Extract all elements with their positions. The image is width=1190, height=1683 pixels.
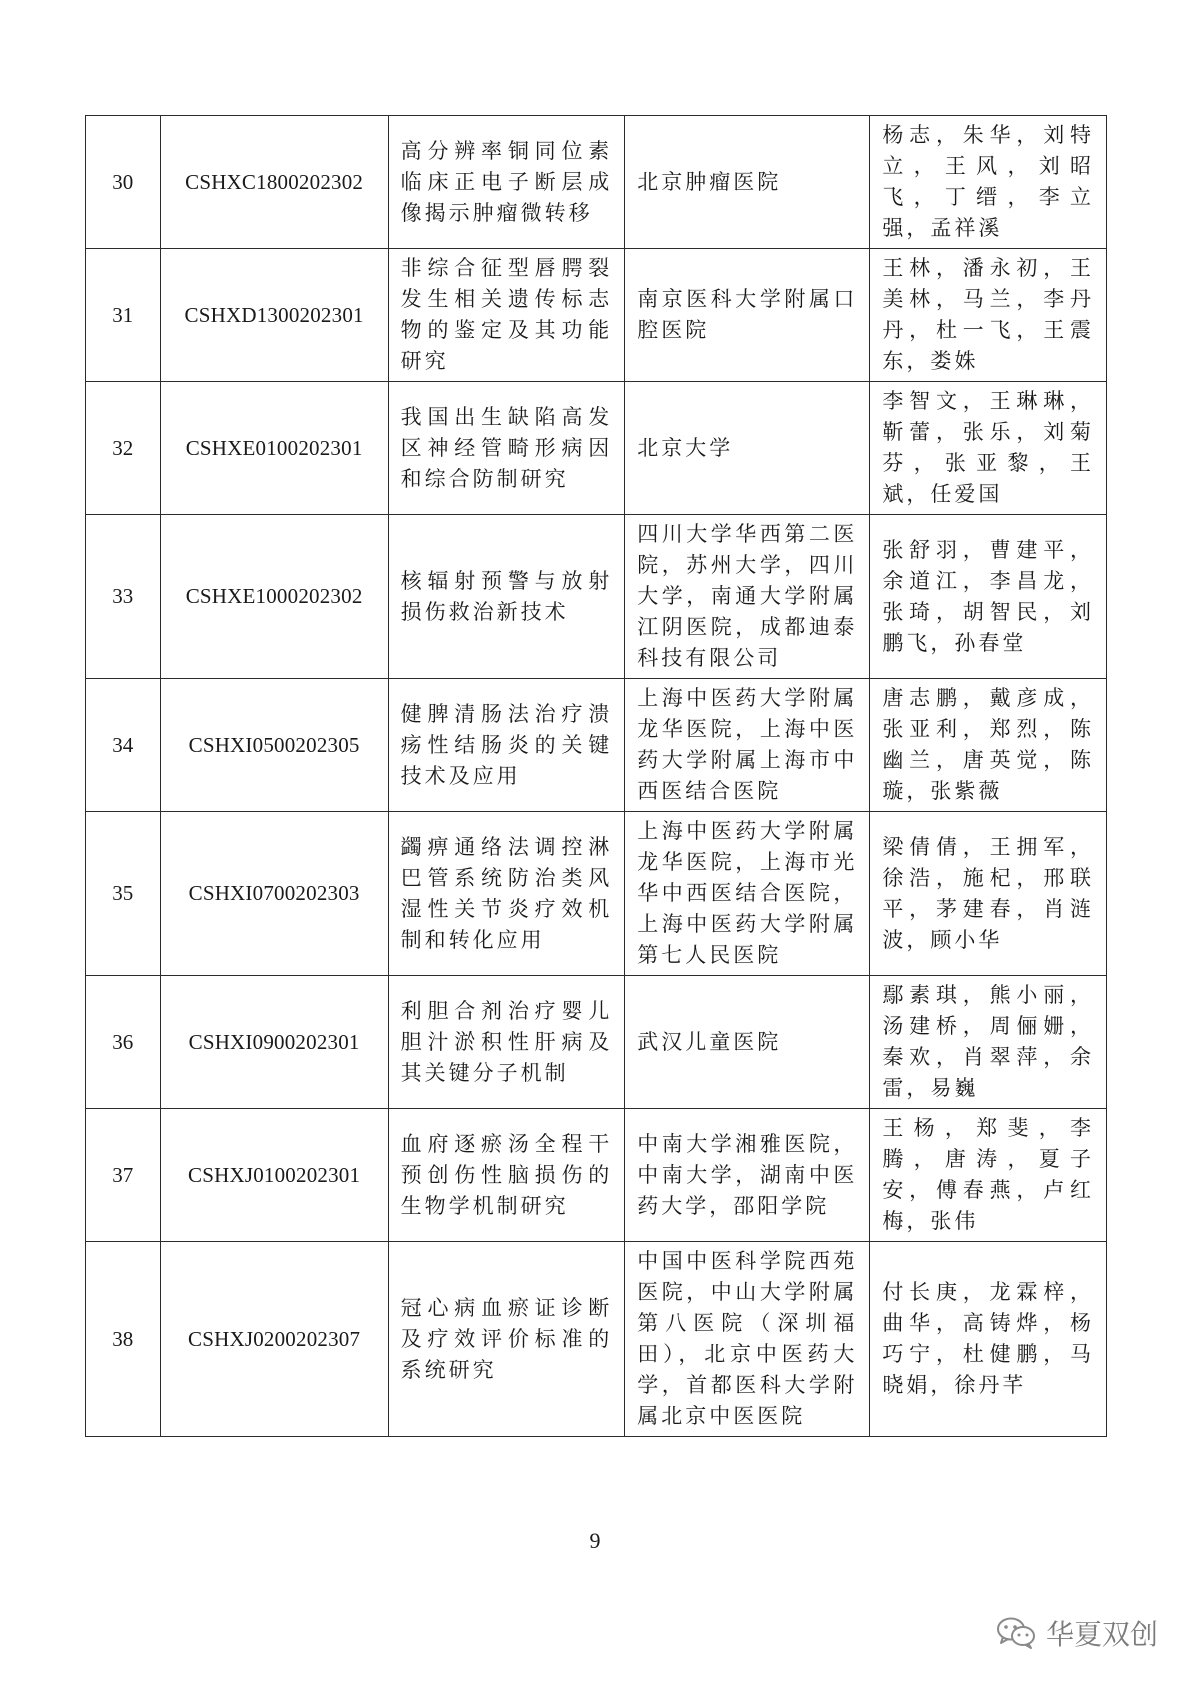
- cell-code: CSHXI0500202305: [160, 679, 388, 812]
- cell-people: 付长庚，龙霖梓，曲华，高铸烨，杨巧宁，杜健鹏，马晓娟，徐丹芊: [870, 1242, 1107, 1437]
- table-row: [86, 116, 1107, 249]
- page-number: 9: [589, 1528, 601, 1553]
- cell-no: 31: [86, 249, 161, 382]
- cell-no: 37: [86, 1109, 161, 1242]
- cell-no: 38: [86, 1242, 161, 1437]
- cell-no: 35: [86, 812, 161, 976]
- cell-people: 唐志鹏，戴彦成，张亚利，郑烈，陈幽兰，唐英觉，陈璇，张紫薇: [870, 679, 1107, 812]
- cell-title: 高分辨率铜同位素临床正电子断层成像揭示肿瘤微转移: [388, 116, 625, 249]
- cell-code: CSHXC1800202302: [160, 116, 388, 249]
- cell-unit: 中国中医科学院西苑医院，中山大学附属第八医院（深圳福田），北京中医药大学，首都医科大学附属北京中医医院: [625, 1242, 870, 1437]
- table-row: [86, 1109, 1107, 1242]
- table-row: [86, 812, 1107, 976]
- table-row: [86, 1242, 1107, 1437]
- cell-no: 32: [86, 382, 161, 515]
- cell-title: 非综合征型唇腭裂发生相关遗传标志物的鉴定及其功能研究: [388, 249, 625, 382]
- cell-no: 36: [86, 976, 161, 1109]
- cell-unit: 北京大学: [625, 382, 870, 515]
- award-table: [85, 115, 1107, 1437]
- cell-people: 梁倩倩，王拥军，徐浩，施杞，邢联平，茅建春，肖涟波，顾小华: [870, 812, 1107, 976]
- cell-title: 利胆合剂治疗婴儿胆汁淤积性肝病及其关键分子机制: [388, 976, 625, 1109]
- table-row: [86, 382, 1107, 515]
- cell-people: 杨志，朱华，刘特立，王风，刘昭飞，丁缙，李立强，孟祥溪: [870, 116, 1107, 249]
- cell-unit: 中南大学湘雅医院，中南大学，湖南中医药大学，邵阳学院: [625, 1109, 870, 1242]
- cell-unit: 上海中医药大学附属龙华医院，上海市光华中西医结合医院，上海中医药大学附属第七人民医院: [625, 812, 870, 976]
- cell-people: 鄢素琪，熊小丽，汤建桥，周俪姗，秦欢，肖翠萍，余雷，易巍: [870, 976, 1107, 1109]
- table-row: [86, 515, 1107, 679]
- cell-code: CSHXE0100202301: [160, 382, 388, 515]
- cell-no: 30: [86, 116, 161, 249]
- cell-title: 蠲痹通络法调控淋巴管系统防治类风湿性关节炎疗效机制和转化应用: [388, 812, 625, 976]
- cell-people: 王杨，郑斐，李腾，唐涛，夏子安，傅春燕，卢红梅，张伟: [870, 1109, 1107, 1242]
- cell-code: CSHXJ0100202301: [160, 1109, 388, 1242]
- table-row: [86, 679, 1107, 812]
- cell-people: 张舒羽，曹建平，余道江，李昌龙，张琦，胡智民，刘鹏飞，孙春堂: [870, 515, 1107, 679]
- watermark: [996, 1613, 1158, 1653]
- cell-no: 33: [86, 515, 161, 679]
- cell-code: CSHXI0700202303: [160, 812, 388, 976]
- watermark-label: 华夏双创: [1045, 1618, 1158, 1651]
- cell-people: 王林，潘永初，王美林，马兰，李丹丹，杜一飞，王震东，娄姝: [870, 249, 1107, 382]
- cell-code: CSHXJ0200202307: [160, 1242, 388, 1437]
- cell-title: 冠心病血瘀证诊断及疗效评价标准的系统研究: [388, 1242, 625, 1437]
- cell-code: CSHXD1300202301: [160, 249, 388, 382]
- table-row: [86, 249, 1107, 382]
- cell-unit: 武汉儿童医院: [625, 976, 870, 1109]
- cell-people: 李智文，王琳琳，靳蕾，张乐，刘菊芬，张亚黎，王斌，任爱国: [870, 382, 1107, 515]
- table-row: [86, 976, 1107, 1109]
- cell-code: CSHXI0900202301: [160, 976, 388, 1109]
- cell-unit: 上海中医药大学附属龙华医院，上海中医药大学附属上海市中西医结合医院: [625, 679, 870, 812]
- cell-code: CSHXE1000202302: [160, 515, 388, 679]
- cell-title: 健脾清肠法治疗溃疡性结肠炎的关键技术及应用: [388, 679, 625, 812]
- cell-title: 我国出生缺陷高发区神经管畸形病因和综合防制研究: [388, 382, 625, 515]
- cell-unit: 南京医科大学附属口腔医院: [625, 249, 870, 382]
- cell-title: 血府逐瘀汤全程干预创伤性脑损伤的生物学机制研究: [388, 1109, 625, 1242]
- cell-unit: 北京肿瘤医院: [625, 116, 870, 249]
- cell-unit: 四川大学华西第二医院，苏州大学，四川大学，南通大学附属江阴医院，成都迪泰科技有限公司: [625, 515, 870, 679]
- cell-no: 34: [86, 679, 161, 812]
- wechat-icon: [996, 1616, 1036, 1650]
- award-table-body: [86, 116, 1107, 1437]
- cell-title: 核辐射预警与放射损伤救治新技术: [388, 515, 625, 679]
